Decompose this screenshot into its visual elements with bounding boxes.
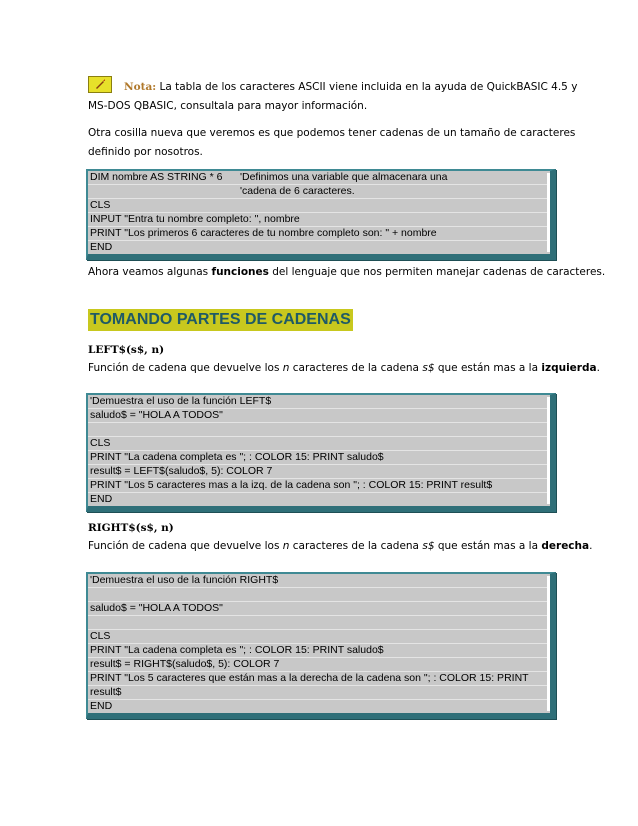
left-desc-text: caracteres de la cadena bbox=[289, 362, 423, 374]
note-text: La tabla de los caracteres ASCII viene incluida en la ayuda de QuickBASIC 4.5 y bbox=[156, 81, 578, 93]
code-block-right bbox=[86, 572, 556, 719]
code-line: 'Demuestra el uso de la función LEFT$ bbox=[88, 395, 550, 409]
code-line: result$ = LEFT$(saludo$, 5): COLOR 7 bbox=[88, 465, 550, 479]
note-paragraph bbox=[88, 76, 578, 116]
code-line: END bbox=[90, 241, 113, 253]
right-desc-text: Función de cadena que devuelve los bbox=[88, 540, 283, 552]
code-line bbox=[88, 185, 550, 199]
code-comment: 'cadena de 6 caracteres. bbox=[240, 185, 355, 197]
code-line: CLS bbox=[88, 630, 550, 644]
left-desc-text: que están mas a la bbox=[434, 362, 542, 374]
code-line: END bbox=[90, 493, 113, 505]
code-line bbox=[88, 423, 550, 437]
code-block-dim bbox=[86, 169, 556, 260]
left-description bbox=[88, 359, 600, 378]
code-line: 'Demuestra el uso de la función RIGHT$ bbox=[88, 574, 550, 588]
section-heading: TOMANDO PARTES DE CADENAS bbox=[88, 309, 353, 331]
note-label: Nota: bbox=[124, 81, 157, 93]
left-desc-text: . bbox=[596, 362, 600, 374]
intro-paragraph bbox=[88, 124, 576, 162]
code-line: END bbox=[90, 700, 113, 712]
code-line bbox=[88, 171, 550, 185]
code-line: CLS bbox=[88, 437, 550, 451]
left-desc-text: Función de cadena que devuelve los bbox=[88, 362, 283, 374]
intro-line-1: Otra cosilla nueva que veremos es que podemos tener cadenas de un tamaño de caracteres bbox=[88, 127, 576, 139]
functions-text-bold: funciones bbox=[211, 266, 269, 278]
code-line: PRINT "La cadena completa es "; : COLOR 15: PRINT saludo$ bbox=[88, 451, 550, 465]
code-line: PRINT "Los 5 caracteres mas a la izq. de la cadena son "; : COLOR 15: PRINT result$ bbox=[88, 479, 550, 493]
note-line-2: MS-DOS QBASIC, consultala para mayor información. bbox=[88, 100, 368, 112]
functions-text-after: del lenguaje que nos permiten manejar cadenas de caracteres. bbox=[268, 266, 606, 278]
code-line: CLS bbox=[88, 199, 550, 213]
code-line: saludo$ = "HOLA A TODOS" bbox=[88, 602, 550, 616]
code-scrollbar bbox=[547, 576, 550, 711]
code-line bbox=[88, 588, 550, 602]
code-line bbox=[88, 616, 550, 630]
code-line: PRINT "Los 5 caracteres que están mas a la derecha de la cadena son "; : COLOR 15: PRINT bbox=[88, 672, 550, 686]
code-block-left bbox=[86, 393, 556, 512]
left-signature: LEFT$(s$, n) bbox=[88, 344, 165, 356]
code-line: INPUT "Entra tu nombre completo: ", nombre bbox=[88, 213, 550, 227]
left-desc-s: s$ bbox=[422, 362, 435, 374]
right-desc-text: que están mas a la bbox=[434, 540, 542, 552]
right-desc-n: n bbox=[282, 540, 290, 552]
code-comment: 'Definimos una variable que almacenara una bbox=[240, 171, 448, 183]
code-line: PRINT "La cadena completa es "; : COLOR 15: PRINT saludo$ bbox=[88, 644, 550, 658]
code-line: result$ = RIGHT$(saludo$, 5): COLOR 7 bbox=[88, 658, 550, 672]
code-scrollbar bbox=[547, 173, 550, 252]
right-desc-s: s$ bbox=[422, 540, 435, 552]
code-statement: DIM nombre AS STRING * 6 bbox=[90, 171, 223, 183]
left-desc-n: n bbox=[282, 362, 290, 374]
right-signature: RIGHT$(s$, n) bbox=[88, 522, 174, 534]
right-desc-direction: derecha bbox=[541, 540, 590, 552]
left-desc-direction: izquierda bbox=[541, 362, 597, 374]
code-line: result$ bbox=[88, 686, 550, 700]
code-statement bbox=[90, 185, 240, 198]
right-desc-text: . bbox=[589, 540, 593, 552]
right-desc-text: caracteres de la cadena bbox=[289, 540, 423, 552]
code-scrollbar bbox=[547, 397, 550, 504]
note-icon bbox=[88, 76, 112, 93]
functions-text-before: Ahora veamos algunas bbox=[88, 266, 212, 278]
code-line: saludo$ = "HOLA A TODOS" bbox=[88, 409, 550, 423]
functions-paragraph bbox=[88, 263, 606, 282]
code-line: PRINT "Los primeros 6 caracteres de tu nombre completo son: " + nombre bbox=[88, 227, 550, 241]
right-description bbox=[88, 537, 593, 556]
note-line-1 bbox=[88, 76, 578, 97]
intro-line-2: definido por nosotros. bbox=[88, 146, 203, 158]
